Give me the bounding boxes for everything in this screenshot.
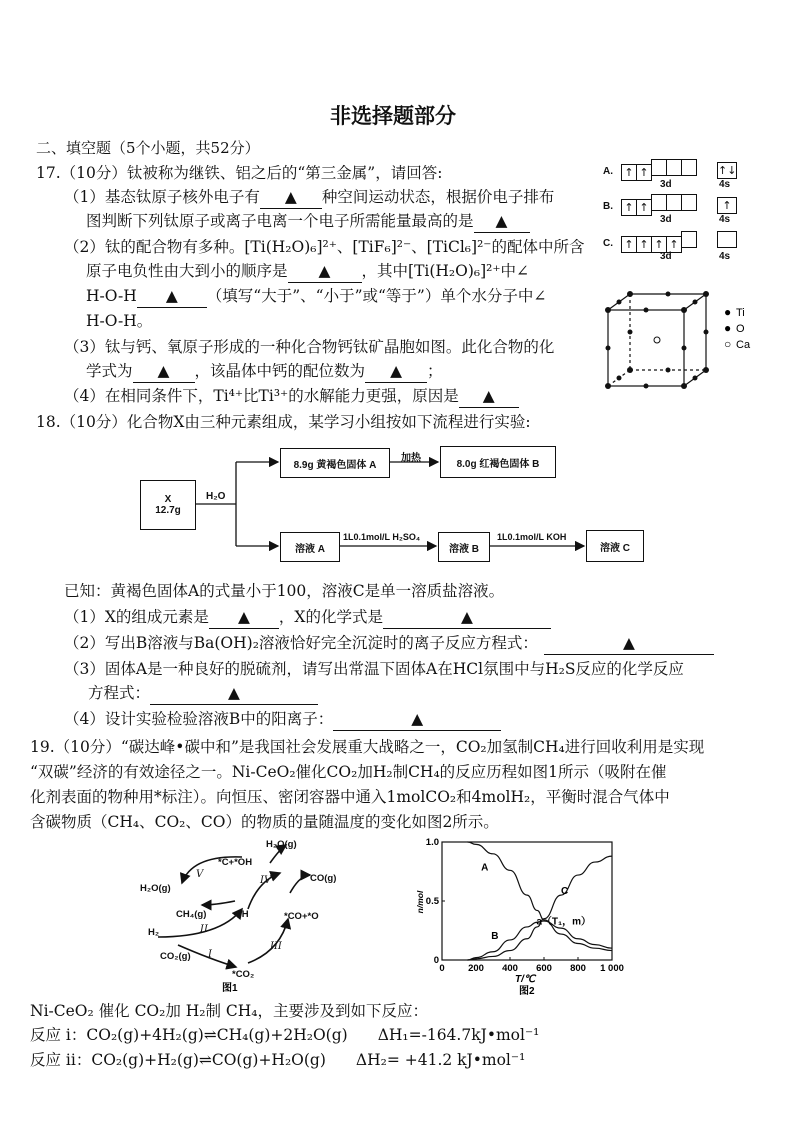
chart-series [468,842,613,960]
q17-p3c: ，该晶体中钙的配位数为 [194,362,366,380]
x-tick-label: 600 [536,963,552,974]
blank-mark: ▲ [228,684,240,702]
blank-mark: ▲ [411,710,424,728]
label-co2-star: *CO₂ [232,969,255,980]
solid-b-box: 8.0g 红褐色固体 B [440,446,556,478]
label-co-g: CO(g) [310,873,337,884]
solid-a-box: 8.9g 黄褐色固体 A [280,448,390,478]
sub-3d: 3d [660,214,672,225]
answer-blank[interactable] [150,682,318,705]
label-ch4: CH₄(g) [176,909,207,920]
step-v: V [196,869,204,880]
rxn1-label: 反应 i： [30,1026,87,1044]
solution-a-box: 溶液 A [280,532,340,562]
legend-o: O [736,323,745,335]
step-i: I [208,949,212,960]
water-label: H₂O [206,491,226,502]
y-tick-label: 1.0 [425,837,439,848]
q17-part3-line1: （3）钛与钙、氧原子形成的一种化合物钙钛矿晶胞如图。此化合物的化 [64,338,555,356]
answer-blank[interactable] [209,606,279,629]
q17-p4a: （4）在相同条件下，Ti⁴⁺比Ti³⁺的水解能力更强，原因是 [64,387,459,405]
q17-p2c: ，其中[Ti(H₂O)₆]²⁺中∠ [361,262,530,280]
orbital-cell: ↑ [636,199,652,216]
q18-part3-line2 [88,682,318,705]
orbital-cell: ↑ [636,236,652,253]
sub-4s: 4s [719,251,731,262]
reagent-koh: 1L0.1mol/L KOH [497,532,567,542]
q17-part2-line1: （2）钛的配合物有多种。[Ti(H₂O)₆]²⁺、[TiF₆]²⁻、[TiCl₆]²⁻的配体中所含 [64,238,585,256]
y-axis-label: n/mol [415,890,425,914]
q17-stem: 17.（10分）钛被称为继铁、铝之后的“第三金属”，请回答: [36,164,443,182]
reagent-h2so4: 1L0.1mol/L H₂SO₄ [343,532,421,542]
reaction-1 [30,1024,539,1046]
q18-part3-line1: （3）固体A是一种良好的脱硫剂，请写出常温下固体A在HCl氛围中与H₂S反应的化学反应 [64,660,684,678]
q18-part2 [64,632,714,655]
q19-line2: “双碳”经济的有效途径之一。Ni-CeO₂催化CO₂加H₂制CH₄的反应历程如图1所示（吸附在催 [30,763,667,781]
sub-4s: 4s [719,179,731,190]
blank-mark: ▲ [165,287,178,305]
q18-known: 已知：黄褐色固体A的式量小于100，溶液C是单一溶质盐溶液。 [64,582,505,600]
orbital-cell: ↑ [717,197,737,214]
legend-ti: Ti [736,307,745,319]
q19-line4: 含碳物质（CH₄、CO₂、CO）的物质的量随温度的变化如图2所示。 [30,813,499,831]
orbital-cell: ↑ [621,199,637,216]
x-mass: 12.7g [155,505,181,516]
blank-mark: ▲ [284,188,297,206]
orbital-cell: ↑↓ [718,164,737,177]
orbital-cell: ↑ [621,164,637,181]
q17-p2d: H-O-H [86,287,137,305]
blank-mark: ▲ [157,362,170,380]
solution-c-box: 溶液 C [586,530,644,562]
q17-part2-line4: H-O-H。 [86,312,153,330]
compound-x-box [140,480,196,530]
chart-ticks [426,837,624,974]
temperature-chart [412,832,632,1008]
blank-mark: ▲ [622,634,635,652]
label-h2: H₂ [148,927,160,938]
q17-p3d: ； [427,362,443,380]
heat-label: 加热 [401,453,421,464]
label-h2o-left: H₂O(g) [140,883,171,894]
x-tick-label: 800 [570,963,586,974]
series-label-B: B [491,930,499,942]
section-heading: 二、填空题（5个小题，共52分） [36,139,260,157]
orbital-cell: ↑ [621,236,637,253]
blank-mark: ▲ [460,608,473,626]
q17-p2e: （填写“大于”、“小于”或“等于”）单个水分子中∠ [206,287,547,305]
q18-p1b: ，X的化学式是 [278,608,383,626]
q18-stem: 18.（10分）化合物X由三种元素组成，某学习小组按如下流程进行实验: [36,413,531,431]
y-tick-label: 0.5 [425,896,439,907]
x-tick-label: 1 000 [600,963,624,974]
step-ii: II [200,924,208,935]
sub-4s: 4s [719,214,731,225]
label-h2o-top: H₂O(g) [266,839,297,850]
rxn2-label: 反应 ii： [30,1051,92,1069]
x-tick-label: 200 [468,963,484,974]
blank-mark: ▲ [237,608,250,626]
q18-p1a: （1）X的组成元素是 [64,608,209,626]
q17-p2b: 原子电负性由大到小的顺序是 [86,262,288,280]
sub-3d: 3d [660,179,672,190]
rxn2-equation: CO₂(g)+H₂(g)⇌CO(g)+H₂O(g) [91,1051,326,1069]
legend-ca-symbol: ○ [724,337,732,351]
label-co-o: *CO+*O [284,911,319,922]
rxn1-equation: CO₂(g)+4H₂(g)⇌CH₄(g)+2H₂O(g) [86,1026,348,1044]
x-axis-label: T/℃ [515,974,536,985]
orbital-cell: ↑ [636,164,652,181]
answer-blank[interactable] [333,708,501,731]
rxn2-enthalpy: ΔH₂= +41.2 kJ•mol⁻¹ [355,1051,526,1069]
sub-3d: 3d [660,251,672,262]
q18-p4: （4）设计实验检验溶液B中的阳离子： [64,710,334,728]
series-label-C: C [561,885,569,897]
q19-line3: 化剂表面的物种用*标注）。向恒压、密闭容器中通入1molCO₂和4molH₂，平衡时混合气体中 [30,788,670,806]
label-co2-g: CO₂(g) [160,951,191,962]
q18-part1 [64,606,551,629]
chart-title: 图2 [519,986,535,997]
answer-blank[interactable] [544,632,714,655]
legend-ti-symbol: ● [724,305,732,319]
q17-p1a: （1）基态钛原子核外电子有 [64,188,260,206]
option-b-label: B. [603,201,613,212]
label-h-star: *H [238,909,249,920]
q17-p1b: 种空间运动状态，根据价电子排布 [321,188,555,206]
x-name: X [164,494,172,505]
blank-mark: ▲ [495,212,508,230]
series-label-A: A [481,862,489,874]
reaction-2 [30,1049,525,1071]
step-iv: IV [260,875,272,886]
q18-p3b: 方程式： [88,684,151,702]
blank-mark: ▲ [390,362,402,380]
legend-o-symbol: ● [724,321,732,335]
q19-line1: 19.（10分）“碳达峰•碳中和”是我国社会发展重大战略之一，CO₂加氢制CH₄进行回收利用是实现 [30,738,705,756]
q18-part4 [64,708,501,731]
fig1-caption: 图1 [222,983,238,994]
step-iii: III [270,941,282,952]
reactions-intro: Ni-CeO₂ 催化 CO₂加 H₂制 CH₄，主要涉及到如下反应： [30,1002,429,1020]
label-c-oh: *C+*OH [218,857,253,868]
reaction-mechanism-diagram [130,835,360,995]
x-tick-label: 400 [502,963,518,974]
option-c-label: C. [603,238,613,249]
series-line-A [468,842,613,951]
q17-p3b: 学式为 [86,362,133,380]
y-tick-label: 0 [433,955,439,966]
series-line-C [468,856,613,960]
rxn1-enthalpy: ΔH₁=-164.7kJ•mol⁻¹ [377,1026,540,1044]
page-title: 非选择题部分 [330,104,456,128]
blank-mark: ▲ [318,262,331,280]
solution-b-box: 溶液 B [438,532,490,562]
x-tick-label: 0 [439,963,445,974]
orbital-cell: ↑ [666,236,682,253]
q17-p1c: 图判断下列钛原子或离子电离一个电子所需能量最高的是 [86,212,474,230]
blank-mark: ▲ [482,387,495,405]
option-a-label: A. [603,166,613,177]
q18-p2: （2）写出B溶液与Ba(OH)₂溶液恰好完全沉淀时的离子反应方程式： [64,634,538,652]
answer-blank[interactable] [383,606,551,629]
legend-ca: Ca [736,339,751,351]
orbital-cell: ↑ [651,236,667,253]
point-a-annotation: a（T₁，m） [536,916,592,928]
